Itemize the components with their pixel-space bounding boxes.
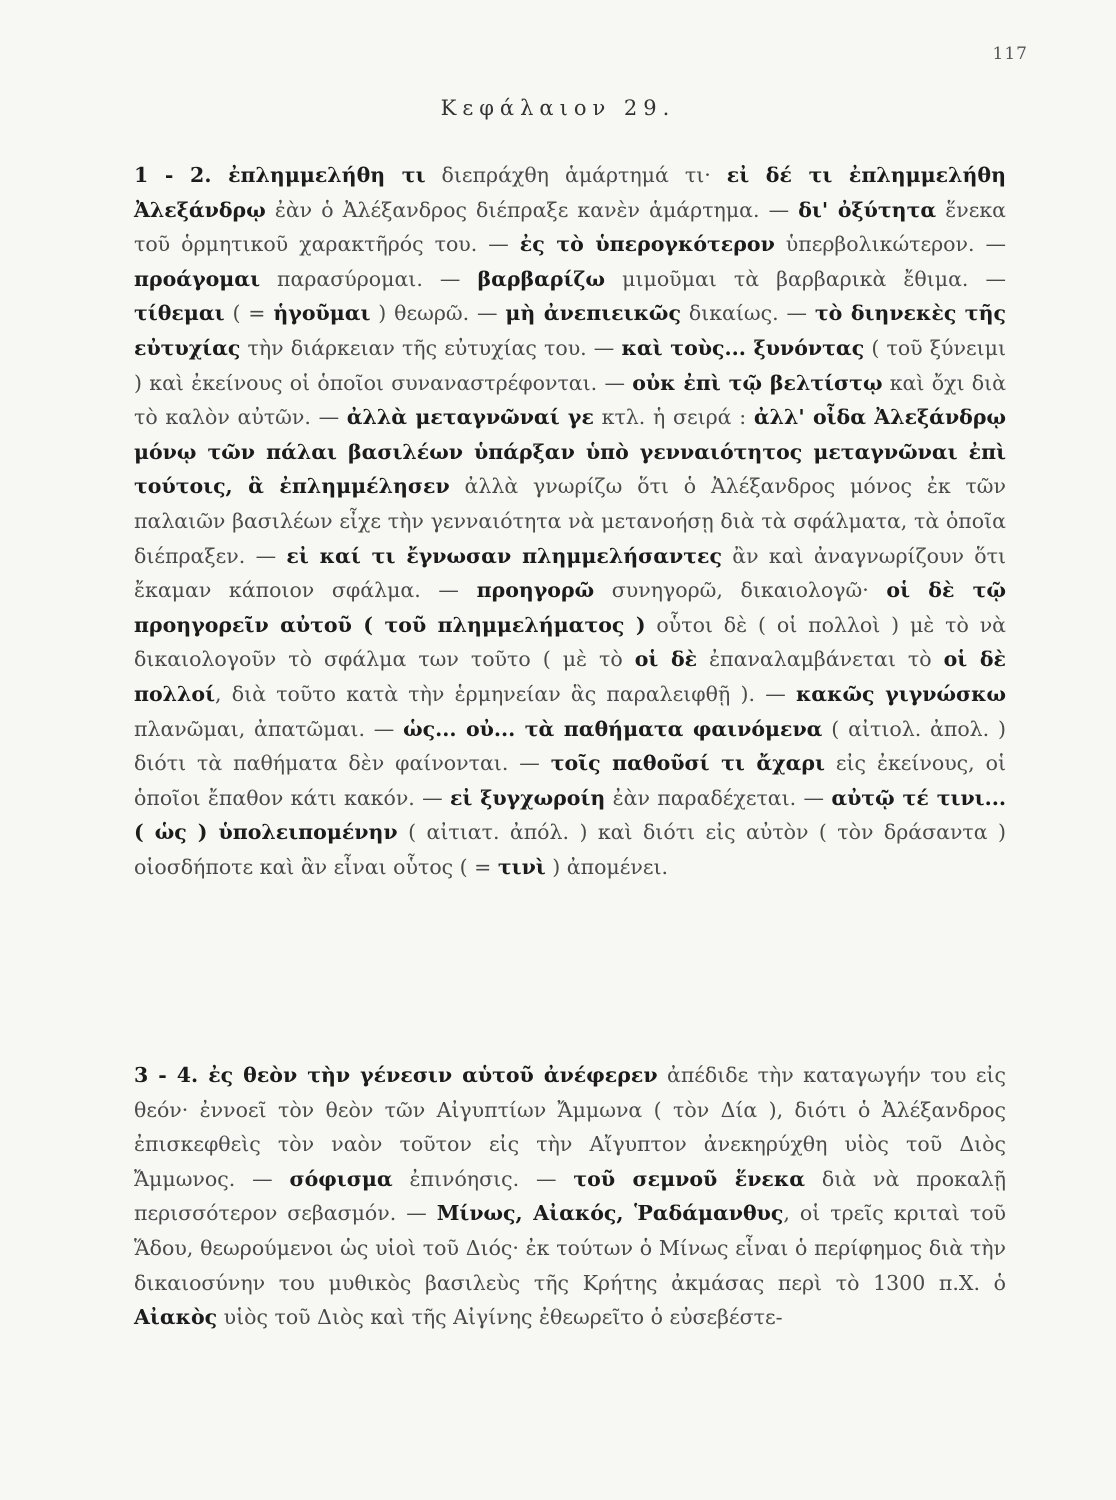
gloss-text: δικαίως. —	[680, 301, 815, 326]
lemma-text: οἱ δὲ τῷ προηγορεῖν αὐτοῦ ( τοῦ πλημμελήματος )	[134, 578, 1006, 637]
gloss-text: ( τοῦ ξύνειμι ) καὶ ἐκείνους οἱ ὁποῖοι συναναστρέφονται. —	[134, 335, 1006, 395]
gloss-text: ἐὰν ὁ Ἀλέξανδρος διέπραξε κανὲν ἁμάρτημα. —	[265, 197, 799, 222]
lemma-text: 3 - 4. ἐς θεὸν τὴν γένεσιν αὑτοῦ ἀνέφερεν	[134, 1063, 658, 1087]
lemma-text: ἀλλ' οἶδα Ἀλεξάνδρῳ μόνῳ τῶν πάλαι βασιλέων ὑπάρξαν ὑπὸ γενναιότητος μεταγνῶναι ἐπὶ τούτοις, ἃ ἐπλημμέλησεν	[134, 405, 1007, 499]
gloss-text: πλανῶμαι, ἀπατῶμαι. —	[134, 716, 404, 741]
gloss-text: εἰς ἐκείνους, οἱ ὁποῖοι ἔπαθον κάτι κακόν. —	[134, 751, 1006, 810]
lemma-text: 1 - 2. ἐπλημμελήθη τι	[134, 163, 426, 187]
lemma-text: εἰ ξυγχωροίη	[449, 785, 606, 810]
gloss-text: τὴν διάρκειαν τῆς εὐτυχίας του. —	[240, 335, 622, 360]
gloss-text: ἂν καὶ ἀναγνωρίζουν ὅτι ἔκαμαν κάποιον σφάλμα. —	[134, 543, 1006, 603]
lemma-text: τὸ διηνεκὲς τῆς εὐτυχίας	[134, 301, 1006, 360]
gloss-text: ἀλλὰ γνωρίζω ὅτι ὁ Ἀλέξανδρος μόνος ἐκ τῶν παλαιῶν βασιλέων εἶχε τὴν γενναιότητα νὰ μετανοήσῃ διὰ τὰ σφάλματα, τὰ ὁποῖα διέπραξεν. —	[134, 474, 1006, 568]
lemma-text: οἱ δὲ πολλοί	[134, 647, 1006, 706]
gloss-text: παρασύρομαι. —	[260, 266, 478, 291]
lemma-text: αὐτῷ τέ τινι... ( ὡς ) ὑπολειπομένην	[134, 785, 1007, 845]
lemma-text: εἰ δέ τι ἐπλημμελήθη Ἀλεξάνδρῳ	[134, 163, 1007, 222]
gloss-text: ἐὰν παραδέχεται. —	[605, 785, 832, 810]
gloss-text: ( αἰτιατ. ἀπόλ. ) καὶ διότι εἰς αὐτὸν ( τὸν δράσαντα ) οἱοσδήποτε καὶ ἂν εἶναι οὗτος ( =	[134, 820, 1007, 879]
gloss-text: διὰ νὰ προκαλῇ περισσότερον σεβασμόν. —	[134, 1166, 1006, 1226]
lemma-text: ἐς τὸ ὑπερογκότερον	[519, 232, 775, 257]
lemma-text: προάγομαι	[134, 266, 260, 291]
chapter-title: Κεφάλαιον 29.	[440, 96, 676, 120]
lemma-text: ἡγοῦμαι	[273, 301, 371, 326]
lemma-text: ὡς... οὐ... τὰ παθήματα φαινόμενα	[403, 716, 823, 741]
lemma-text: προηγορῶ	[476, 578, 595, 603]
gloss-text: ( =	[224, 301, 274, 326]
commentary-section-1	[134, 158, 1006, 884]
page-number: 117	[992, 44, 1028, 64]
gloss-text: ) θεωρῶ. —	[370, 301, 506, 326]
lemma-text: τινὶ	[497, 854, 546, 879]
lemma-text: οἱ δὲ	[634, 647, 698, 672]
gloss-text: οὗτοι δὲ ( οἱ πολλοὶ ) μὲ τὸ νὰ δικαιολογοῦν τὸ σφάλμα των τοῦτο ( μὲ τὸ	[134, 612, 1006, 672]
gloss-text: ἕνεκα τοῦ ὁρμητικοῦ χαρακτῆρός του. —	[134, 197, 1007, 257]
gloss-text: , διὰ τοῦτο κατὰ τὴν ἑρμηνείαν ἃς παραλειφθῇ ). —	[215, 681, 796, 706]
gloss-text: ἀπέδιδε τὴν καταγωγήν του εἰς θεόν· ἐννοεῖ τὸν θεὸν τῶν Αἰγυπτίων Ἄμμωνα ( τὸν Δία ), διότι ὁ Ἀλέξανδρος ἐπισκεφθεὶς τὸν ναὸν τοῦτον εἰς τὴν Αἴγυπτον ἀνεκηρύχθη υἱὸς τοῦ Διὸς Ἄμμωνος. —	[134, 1063, 1006, 1191]
gloss-text: ἐπαναλαμβάνεται τὸ	[697, 647, 944, 672]
gloss-text: υἱὸς τοῦ Διὸς καὶ τῆς Αἰγίνης ἐθεωρεῖτο ὁ εὐσεβέστε-	[217, 1305, 783, 1330]
lemma-text: καὶ τοὺς... ξυνόντας	[621, 335, 865, 360]
lemma-text: κακῶς γιγνώσκω	[795, 681, 1007, 706]
gloss-text: μιμοῦμαι τὰ βαρβαρικὰ ἔθιμα. —	[605, 266, 1006, 291]
gloss-text: ( αἰτιολ. ἀπολ. ) διότι τὰ παθήματα δὲν φαίνονται. —	[134, 716, 1007, 776]
lemma-text: τοῦ σεμνοῦ ἕνεκα	[573, 1166, 806, 1191]
gloss-text: ἐπινόησις. —	[392, 1166, 574, 1191]
lemma-text: ἀλλὰ μεταγνῶναί γε	[346, 405, 594, 430]
gloss-text: ὑπερβολικώτερον. —	[774, 232, 1006, 257]
lemma-text: σόφισμα	[289, 1166, 393, 1191]
gloss-text: καὶ ὄχι διὰ τὸ καλὸν αὐτῶν. —	[134, 370, 1006, 430]
lemma-text: τίθεμαι	[134, 301, 225, 326]
lemma-text: δι' ὀξύτητα	[798, 197, 937, 222]
lemma-text: μὴ ἀνεπιεικῶς	[505, 301, 681, 326]
gloss-text: διεπράχθη ἁμάρτημά τι·	[425, 163, 727, 187]
gloss-text: ) ἀπομένει.	[545, 854, 669, 879]
gloss-text: κτλ. ἡ σειρά :	[593, 405, 754, 430]
commentary-section-2	[134, 1058, 1006, 1335]
gloss-text: συνηγορῶ, δικαιολογῶ·	[594, 578, 887, 603]
lemma-text: οὐκ ἐπὶ τῷ βελτίστῳ	[632, 370, 883, 395]
lemma-text: εἰ καί τι ἔγνωσαν πλημμελήσαντες	[286, 543, 722, 568]
lemma-text: βαρβαρίζω	[477, 266, 606, 291]
lemma-text: Αἰακὸς	[134, 1305, 218, 1330]
lemma-text: τοῖς παθοῦσί τι ἄχαρι	[550, 751, 825, 776]
lemma-text: Μίνως, Αἰακός, Ῥαδάμανθυς	[436, 1201, 784, 1226]
gloss-text: , οἱ τρεῖς κριταὶ τοῦ Ἅδου, θεωρούμενοι ὡς υἱοὶ τοῦ Διός· ἐκ τούτων ὁ Μίνως εἶναι ὁ περίφημος διὰ τὴν δικαιοσύνην του μυθικὸς βασιλεὺς τῆς Κρήτης ἀκμάσας περὶ τὸ 1300 π.Χ. ὁ	[134, 1201, 1007, 1295]
